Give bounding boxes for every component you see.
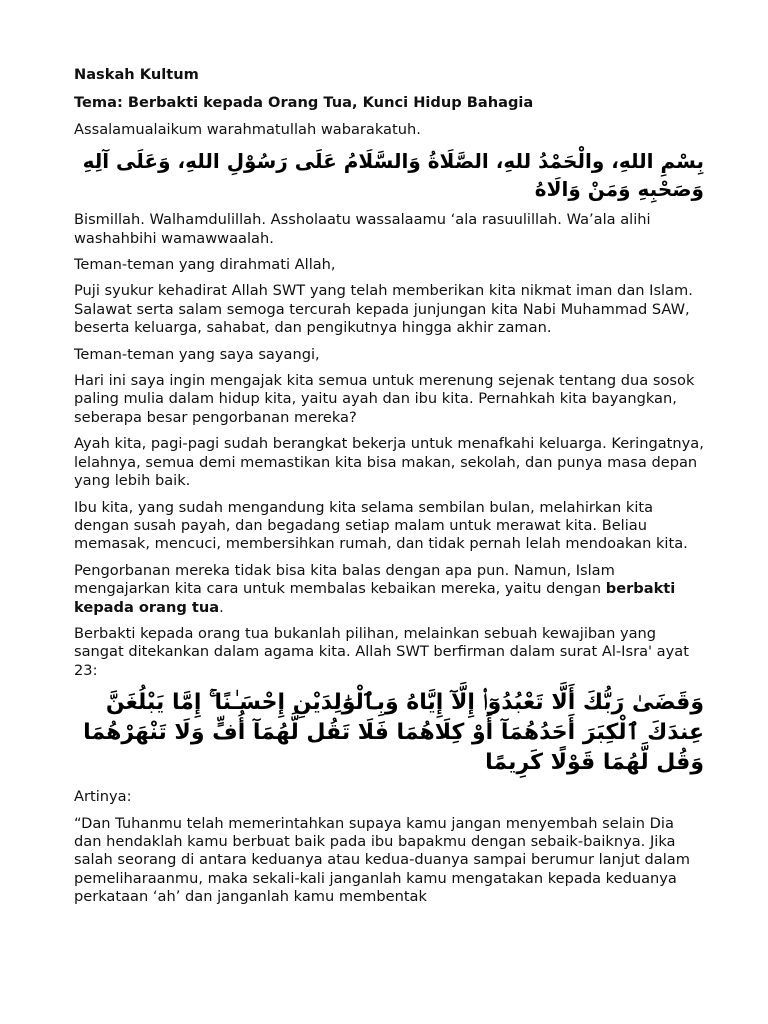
document-theme: Tema: Berbakti kepada Orang Tua, Kunci Hidup Bahagia <box>74 94 534 112</box>
paragraph-5-emphasis: berbakti kepada orang tua <box>74 580 676 616</box>
document-title: Naskah Kultum <box>74 66 199 83</box>
paragraph-5-text: Pengorbanan mereka tidak bisa kita balas dengan apa pun. Namun, Islam mengajarkan kita cara untuk membalas kebaikan mereka, yaitu dengan <box>74 561 615 598</box>
address-2: Teman-teman yang saya sayangi, <box>74 345 320 363</box>
translation-label: Artinya: <box>74 788 132 806</box>
address-1: Teman-teman yang dirahmati Allah, <box>74 256 336 274</box>
greeting: Assalamualaikum warahmatullah wabarakatuh. <box>74 120 421 138</box>
transliteration: Bismillah. Walhamdulillah. Assholaatu wassalaamu ‘ala rasuulillah. Wa’ala alihi washahbihi wamawwaalah. <box>74 211 651 247</box>
paragraph-2: Hari ini saya ingin mengajak kita semua untuk merenung sejenak tentang dua sosok paling mulia dalam hidup kita, yaitu ayah dan ibu kita. Pernahkah kita bayangkan, seberapa besar pengorbanan mereka? <box>74 372 695 426</box>
arabic-opening: بِسْمِ اللهِ، والْحَمْدُ للهِ، الصَّلَاةُ وَالسَّلَامُ عَلَى رَسُوْلِ اللهِ، وَعَلَى آلِهِ وَصَحْبِهِ وَمَنْ وَالَاهُ <box>82 149 704 202</box>
paragraph-3: Ayah kita, pagi-pagi sudah berangkat bekerja untuk menafkahi keluarga. Keringatnya, lelahnya, semua demi memastikan kita bisa makan, sekolah, dan punya masa depan yang lebih baik. <box>74 435 704 490</box>
paragraph-4: Ibu kita, yang sudah mengandung kita selama sembilan bulan, melahirkan kita dengan susah payah, dan begadang setiap malam untuk merawat kita. Beliau memasak, mencuci, membersihkan rumah, dan tidak pernah lelah mendoakan kita. <box>74 498 688 553</box>
paragraph-5 <box>74 562 704 617</box>
paragraph-6: Berbakti kepada orang tua bukanlah pilihan, melainkan sebuah kewajiban yang sangat ditekankan dalam agama kita. Allah SWT berfirman dalam surat Al-Isra' ayat 23: <box>74 624 689 679</box>
paragraph-5-end: . <box>219 598 224 616</box>
arabic-verse: وَقَضَىٰ رَبُّكَ أَلَّا تَعْبُدُوٓا۟ إِلَّآ إِيَّاهُ وَبِٱلْوَٰلِدَيْنِ إِحْسَـٰنًا ۚ إِمَّا يَبْلُغَنَّ عِندَكَ ٱلْكِبَرَ أَحَدُهُمَآ أَوْ كِلَاهُمَا فَلَا تَقُل لَّهُمَآ أُفٍّ وَلَا تَنْهَرْهُمَا وَقُل لَّهُمَا قَوْلًا كَرِيمًا <box>83 690 704 776</box>
paragraph-1: Puji syukur kehadirat Allah SWT yang telah memberikan kita nikmat iman dan Islam. Salawat serta salam semoga tercurah kepada junjungan kita Nabi Muhammad SAW, beserta keluarga, sahabat, dan pengikutnya hingga akhir zaman. <box>74 282 693 337</box>
translation-text: “Dan Tuhanmu telah memerintahkan supaya kamu jangan menyembah selain Dia dan hendaklah kamu berbuat baik pada ibu bapakmu dengan sebaik-baiknya. Jika salah seorang di antara keduanya atau kedua-duanya sampai berumur lanjut dalam pemeliharaanmu, maka sekali-kali janganlah kamu mengatakan kepada keduanya perkataan ‘ah’ dan janganlah kamu membentak <box>74 814 690 906</box>
